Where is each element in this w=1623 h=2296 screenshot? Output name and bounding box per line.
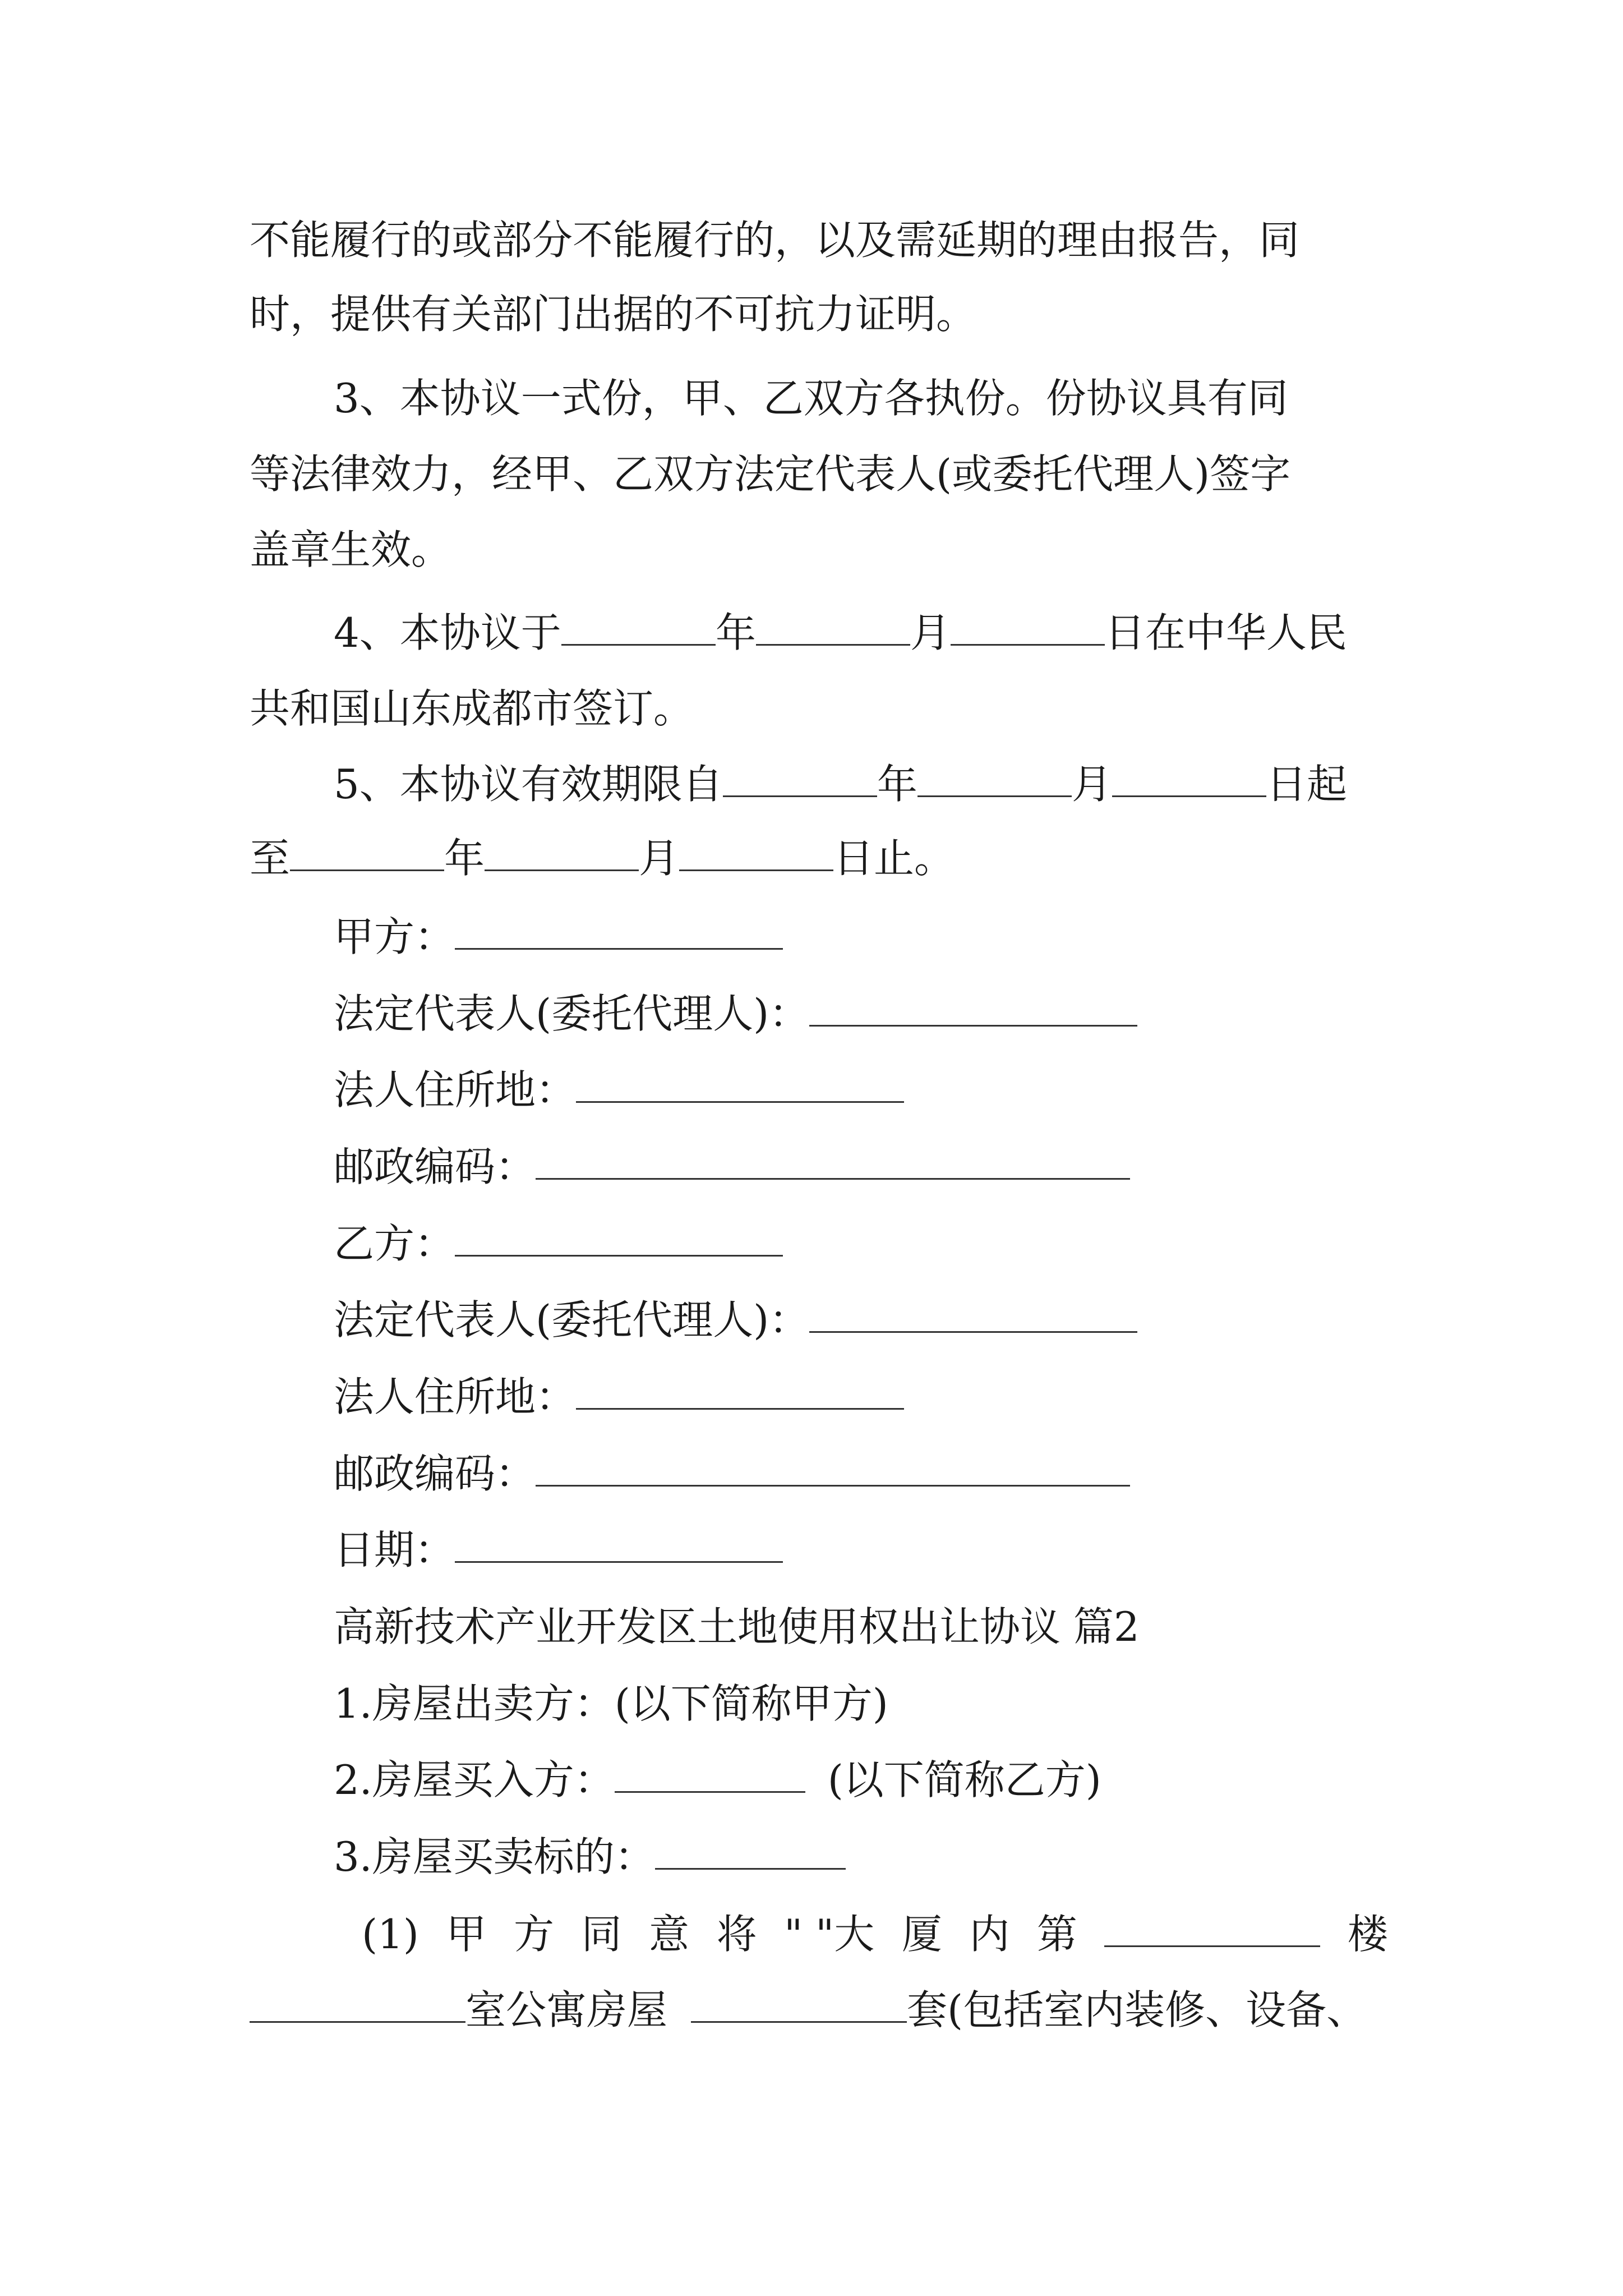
clause-4-text: 4、本协议于 (334, 609, 561, 656)
day-blank (1112, 756, 1266, 797)
floor-blank (1104, 1906, 1320, 1947)
room-blank (250, 1982, 465, 2023)
legal-rep-a-label: 法定代表人(委托代理人)： (334, 990, 810, 1037)
year-label: 年 (877, 761, 917, 808)
item-2-label: 2.房屋买入方： (334, 1756, 615, 1803)
item-3-1-text: " "大 (784, 1911, 875, 1958)
party-b-line (334, 1216, 1388, 1272)
year-blank (723, 756, 877, 797)
item-3-label: 3.房屋买卖标的： (334, 1833, 655, 1880)
address-b-blank (576, 1369, 904, 1410)
legal-rep-b-line (334, 1292, 1388, 1348)
month-blank (485, 830, 639, 871)
item-3-1-text: 甲 (446, 1911, 487, 1958)
clause-5-text: 5、本协议有效期限自 (334, 761, 723, 808)
item-3-1-text: 将 (716, 1911, 757, 1958)
clause-4-line (334, 605, 1388, 661)
item-3-1-text: 同 (581, 1911, 622, 1958)
item-2-suffix: (以下简称乙方) (827, 1756, 1101, 1803)
unit-suffix: 套(包括室内装修、设备、 (907, 1986, 1367, 2033)
address-a-line (334, 1062, 1388, 1118)
year-blank (561, 605, 716, 646)
item-3-1-text: 内 (969, 1911, 1010, 1958)
party-a-label: 甲方： (334, 913, 455, 960)
day-blank (679, 830, 833, 871)
item-3-1-line-2 (250, 1982, 1388, 2038)
item-3-1-line (362, 1906, 1388, 1962)
party-b-label: 乙方： (334, 1220, 455, 1267)
item-3-1-text: 意 (649, 1911, 690, 1958)
apartment-label: 室公寓房屋 (465, 1986, 668, 2033)
legal-rep-b-blank (809, 1292, 1137, 1333)
to-label: 至 (250, 835, 291, 882)
item-3-1-text: (1) (362, 1911, 419, 1958)
day-label: 日止。 (833, 835, 955, 882)
postcode-a-blank (536, 1139, 1130, 1180)
party-b-blank (455, 1216, 783, 1257)
clause-5-line-2 (250, 830, 1388, 886)
item-1: 1.房屋出卖方：(以下简称甲方) (334, 1680, 888, 1727)
month-label: 月 (910, 609, 951, 656)
paragraph-line: 不能履行的或部分不能履行的，以及需延期的理由报告，同 (250, 217, 1300, 264)
address-a-blank (576, 1062, 904, 1103)
month-blank (917, 756, 1072, 797)
postcode-b-line (334, 1446, 1388, 1502)
clause-3-line: 3、本协议一式份，甲、乙双方各执份。份协议具有同 (334, 375, 1288, 422)
postcode-b-blank (536, 1446, 1130, 1487)
month-label: 月 (1071, 761, 1112, 808)
item-3-1-text: 第 (1036, 1911, 1077, 1958)
day-label: 日起 (1266, 761, 1347, 808)
paragraph-line: 等法律效力，经甲、乙双方法定代表人(或委托代理人)签字 (250, 450, 1291, 498)
unit-count-blank (691, 1982, 907, 2023)
section-title: 高新技术产业开发区土地使用权出让协议 篇2 (334, 1603, 1140, 1650)
month-blank (756, 605, 910, 646)
subject-blank (655, 1829, 846, 1870)
party-a-blank (455, 909, 783, 950)
date-blank (455, 1522, 783, 1563)
party-a-line (334, 909, 1388, 965)
month-label: 月 (639, 835, 680, 882)
item-2 (334, 1752, 1388, 1808)
item-3-1-text: 楼 (1347, 1911, 1388, 1958)
buyer-blank (615, 1752, 805, 1793)
paragraph-line: 盖章生效。 (250, 526, 452, 573)
address-a-label: 法人住所地： (334, 1066, 577, 1114)
year-label: 年 (444, 835, 485, 882)
legal-rep-a-blank (809, 986, 1137, 1027)
date-label: 日期： (334, 1526, 455, 1573)
legal-rep-b-label: 法定代表人(委托代理人)： (334, 1296, 810, 1343)
date-line (334, 1522, 1388, 1578)
item-3-1-text: 方 (514, 1911, 555, 1958)
item-3 (334, 1829, 1388, 1885)
clause-5-line (334, 756, 1388, 812)
item-3-1-text: 厦 (901, 1911, 942, 1958)
postcode-a-line (334, 1139, 1388, 1195)
legal-rep-a-line (334, 986, 1388, 1042)
year-label: 年 (715, 609, 756, 656)
paragraph-line: 时，提供有关部门出据的不可抗力证明。 (250, 291, 977, 338)
paragraph-line: 共和国山东成都市签订。 (250, 685, 694, 732)
postcode-a-label: 邮政编码： (334, 1143, 536, 1190)
day-label: 日在中华人民 (1104, 609, 1347, 656)
year-blank (290, 830, 444, 871)
address-b-label: 法人住所地： (334, 1373, 577, 1420)
address-b-line (334, 1369, 1388, 1425)
postcode-b-label: 邮政编码： (334, 1450, 536, 1497)
day-blank (951, 605, 1105, 646)
